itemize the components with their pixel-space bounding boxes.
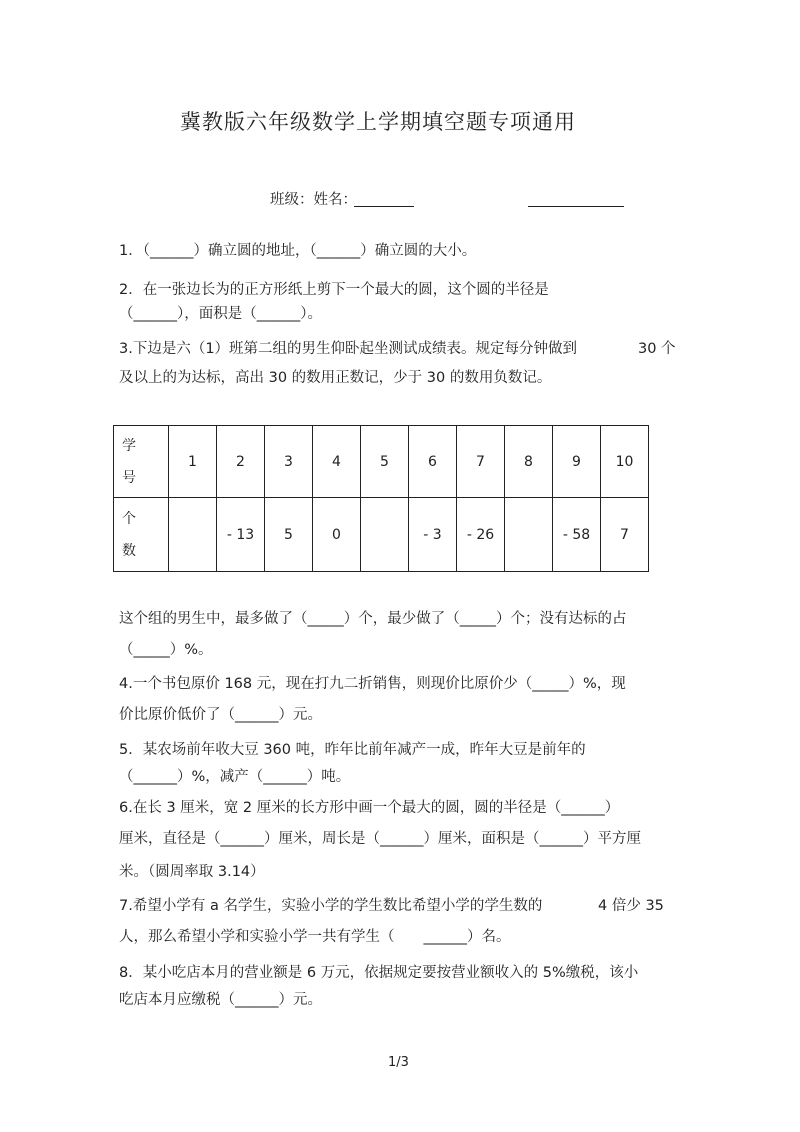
score-table (113, 425, 649, 572)
question-6-line-3: 米。（圆周率取 3.14） (119, 864, 265, 880)
question-7-number: 4 倍少 35 (598, 898, 664, 914)
row-header-char: 数 (122, 542, 136, 559)
question-7-line-2: 人，那么希望小学和实验小学一共有学生（ ______）名。 (119, 929, 511, 945)
table-cell: 0 (313, 498, 361, 572)
table-cell: 10 (601, 426, 649, 498)
row-header-char: 个 (122, 510, 136, 527)
table-cell: 9 (553, 426, 601, 498)
table-cell: 7 (601, 498, 649, 572)
question-3-number: 30 个 (638, 341, 676, 357)
row-header-char: 号 (122, 469, 136, 486)
table-cell (505, 498, 553, 572)
question-2-line-2: （______），面积是（______）。 (119, 306, 322, 322)
table-cell (361, 498, 409, 572)
table-cell: 4 (313, 426, 361, 498)
table-row (114, 498, 649, 572)
page-number: 1/3 (388, 1055, 409, 1070)
table-cell: 8 (505, 426, 553, 498)
question-3-followup-line-2: （_____）%。 (119, 642, 213, 658)
row-header-student-number (114, 426, 169, 498)
page-title: 冀教版六年级数学上学期填空题专项通用 (180, 110, 576, 134)
question-2-line-1: 2．在一张边长为的正方形纸上剪下一个最大的圆，这个圆的半径是 (119, 282, 549, 298)
extra-blank-line (528, 206, 624, 207)
table-cell: 5 (265, 498, 313, 572)
question-5-line-1: 5．某农场前年收大豆 360 吨，昨年比前年减产一成，昨年大豆是前年的 (119, 742, 586, 758)
table-cell: 3 (265, 426, 313, 498)
question-8-line-1: 8．某小吃店本月的营业额是 6 万元，依据规定要按营业额收入的 5%缴税，该小 (119, 965, 639, 981)
question-7-line-1: 7.希望小学有 a 名学生，实验小学的学生数比希望小学的学生数的 (119, 898, 543, 914)
table-cell: 1 (169, 426, 217, 498)
question-6-line-1: 6.在长 3 厘米，宽 2 厘米的长方形中画一个最大的圆，圆的半径是（______） (119, 800, 620, 816)
class-name-label: 班级：姓名： (270, 192, 357, 208)
question-8-line-2: 吃店本月应缴税（______）元。 (119, 992, 322, 1008)
table-cell: 7 (457, 426, 505, 498)
table-cell: - 26 (457, 498, 505, 572)
question-6-line-2: 厘米，直径是（______）厘米，周长是（______）厘米，面积是（______）平方厘 (119, 831, 641, 847)
row-header-char: 学 (122, 437, 136, 454)
table-row (114, 426, 649, 498)
table-cell: 2 (217, 426, 265, 498)
table-cell: - 58 (553, 498, 601, 572)
question-1: 1．（______）确立圆的地址，（______）确立圆的大小。 (119, 243, 477, 259)
name-blank-line (354, 206, 414, 207)
question-4-line-1: 4.一个书包原价 168 元，现在打九二折销售，则现价比原价少（_____）%，现 (119, 676, 626, 692)
table-cell: 6 (409, 426, 457, 498)
question-3-line-2: 及以上的为达标，高出 30 的数用正数记，少于 30 的数用负数记。 (119, 370, 552, 386)
question-3-line-1: 3.下边是六（1）班第二组的男生仰卧起坐测试成绩表。规定每分钟做到 (119, 341, 578, 357)
table-cell: - 3 (409, 498, 457, 572)
table-cell: 5 (361, 426, 409, 498)
table-cell (169, 498, 217, 572)
question-3-followup-line-1: 这个组的男生中，最多做了（_____）个，最少做了（_____）个；没有达标的占 (119, 611, 627, 627)
row-header-count (114, 498, 169, 572)
table-cell: - 13 (217, 498, 265, 572)
question-4-line-2: 价比原价低价了（______）元。 (119, 707, 322, 723)
question-5-line-2: （______）%，减产（______）吨。 (119, 769, 351, 785)
